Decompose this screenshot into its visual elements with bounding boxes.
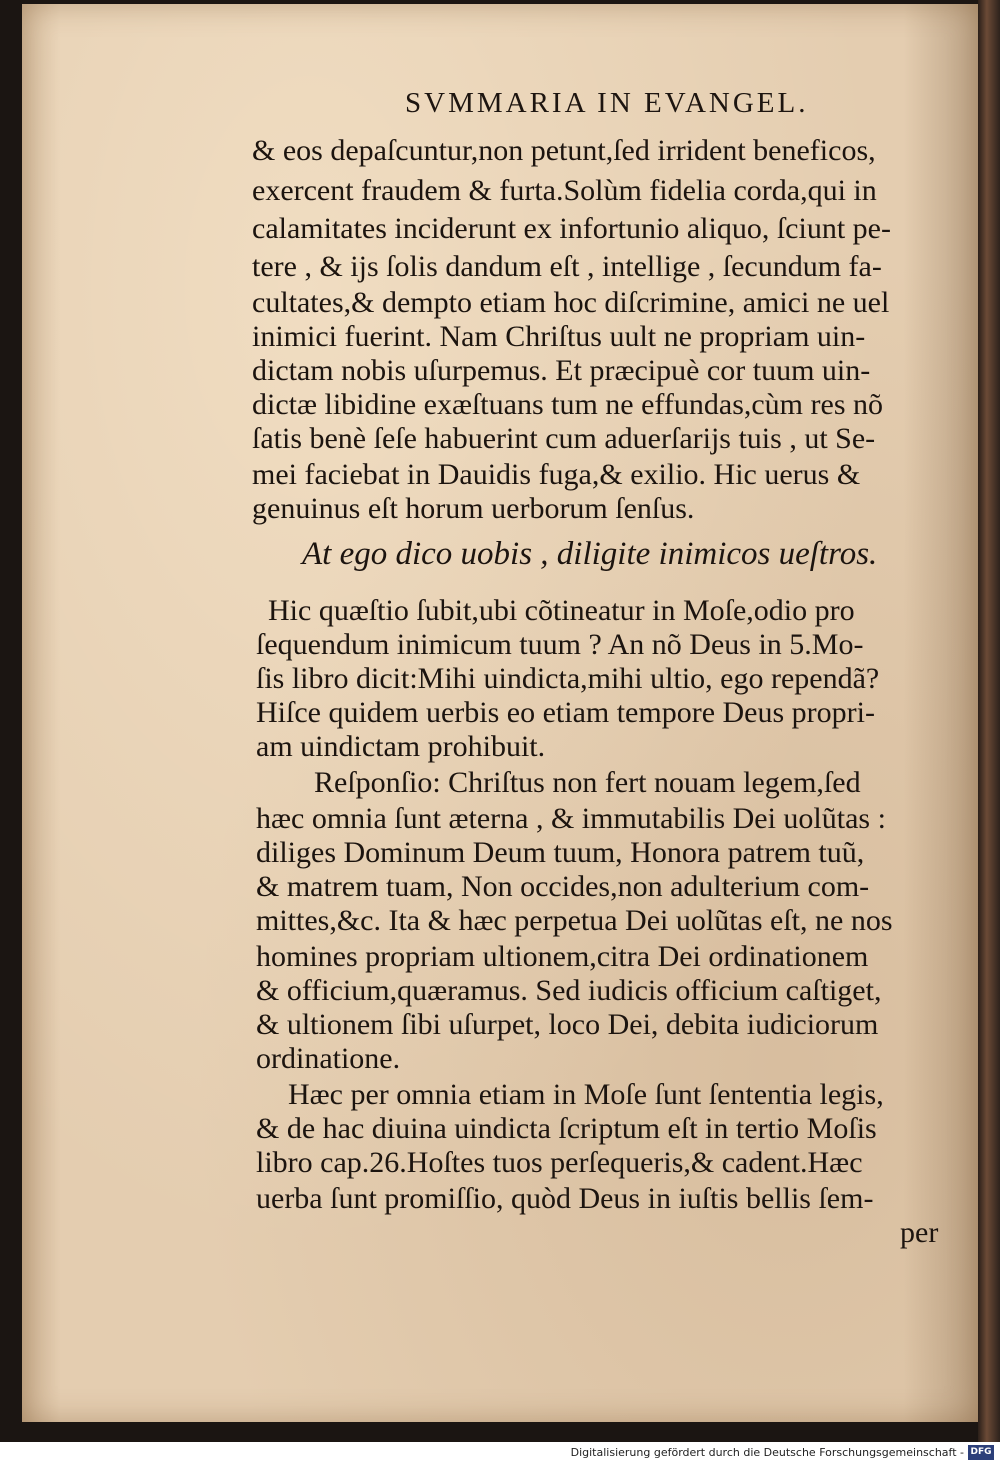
footer-credit: Digitalisierung gefördert durch die Deutsche Forschungsgemeinschaft - (570, 1446, 964, 1459)
text-line: ſatis benè ſeſe habuerint cum aduerſarijs tuis , ut Se- (252, 422, 876, 455)
text-line: genuinus eſt horum uerborum ſenſus. (252, 492, 695, 525)
text-line: mittes,&c. Ita & hæc perpetua Dei uolũtas eſt, ne nos (256, 904, 893, 937)
text-line: Reſponſio: Chriſtus non fert nouam legem,ſed (314, 766, 861, 799)
text-line: diliges Dominum Deum tuum, Honora patrem tuũ, (256, 836, 865, 869)
running-header: SVMMARIA IN EVANGEL. (405, 87, 809, 119)
text-line: ſequendum inimicum tuum ? An nõ Deus in 5.Mo- (256, 628, 864, 661)
text-line: per (900, 1216, 939, 1249)
text-line: inimici fuerint. Nam Chriſtus uult ne propriam uin- (252, 320, 866, 353)
text-line: libro cap.26.Hoſtes tuos perſequeris,& cadent.Hæc (256, 1146, 863, 1179)
text-line: & matrem tuam, Non occides,non adulterium com- (256, 870, 870, 903)
text-line: ordinatione. (256, 1042, 401, 1075)
footer-bar (0, 1442, 1000, 1465)
text-line: Hæc per omnia etiam in Moſe ſunt ſententia legis, (288, 1078, 884, 1111)
text-line: Hiſce quidem uerbis eo etiam tempore Deus propri- (256, 696, 875, 729)
text-line: hæc omnia ſunt æterna , & immutabilis Dei uolũtas : (256, 802, 886, 835)
section-heading: At ego dico uobis , diligite inimicos ueſtros. (302, 536, 878, 572)
text-line: & de hac diuina uindicta ſcriptum eſt in tertio Moſis (256, 1112, 877, 1145)
text-line: uerba ſunt promiſſio, quòd Deus in iuſtis bellis ſem- (256, 1182, 874, 1215)
text-line: exercent fraudem & furta.Solùm fidelia corda,qui in (252, 174, 877, 207)
dfg-logo: DFG (968, 1445, 994, 1460)
text-line: ſis libro dicit:Mihi uindicta,mihi ultio, ego rependã? (256, 662, 880, 695)
text-line: homines propriam ultionem,citra Dei ordinationem (256, 940, 869, 973)
text-line: calamitates inciderunt ex infortunio aliquo, ſciunt pe- (252, 212, 891, 245)
book-page (22, 4, 980, 1422)
text-line: am uindictam prohibuit. (256, 730, 546, 763)
book-gutter (978, 0, 1000, 1442)
text-line: dictam nobis uſurpemus. Et præcipuè cor tuum uin- (252, 354, 871, 387)
text-line: & officium,quæramus. Sed iudicis officium caſtiget, (256, 974, 882, 1007)
text-line: & eos depaſcuntur,non petunt,ſed irrident beneficos, (252, 134, 876, 167)
text-line: dictæ libidine exæſtuans tum ne effundas,cùm res nõ (252, 388, 883, 421)
text-line: cultates,& dempto etiam hoc diſcrimine, amici ne uel (252, 286, 890, 319)
text-line: & ultionem ſibi uſurpet, loco Dei, debita iudiciorum (256, 1008, 879, 1041)
text-line: tere , & ijs ſolis dandum eſt , intellige , ſecundum fa- (252, 250, 882, 283)
text-line: Hic quæſtio ſubit,ubi cõtineatur in Moſe,odio pro (268, 594, 855, 627)
text-line: mei faciebat in Dauidis fuga,& exilio. Hic uerus & (252, 458, 861, 491)
